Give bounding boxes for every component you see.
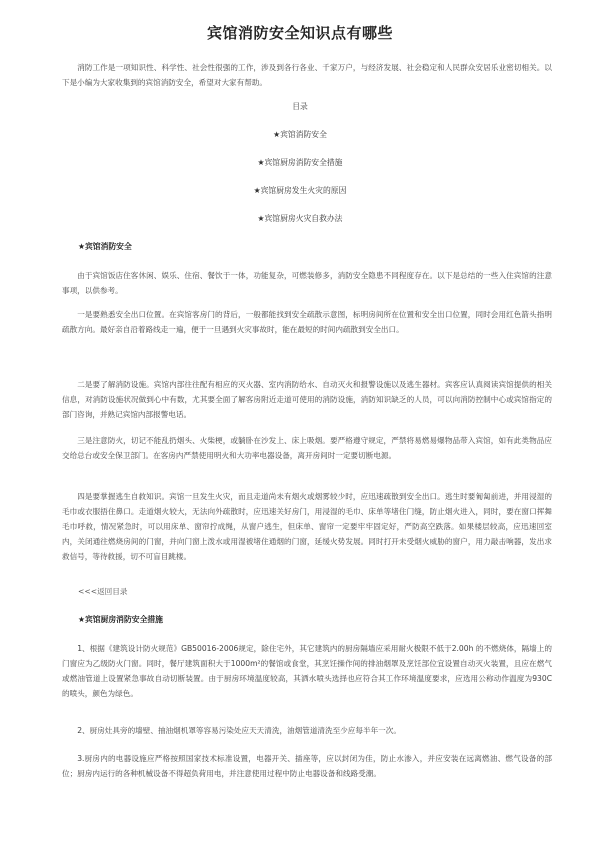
- toc-heading: 目录: [292, 102, 308, 111]
- toc-item-kitchen-self-rescue[interactable]: ★宾馆厨房火灾自救办法: [257, 214, 343, 223]
- paragraph: 3.厨房内的电器设施应严格按照国家技术标准设置，电器开关、插座等，应以封闭为佳，防止水渗入，并应安装在远离燃油、燃气设备的部位；厨房内运行的各种机械设备不得超负荷用电，并注意使用过程中防止电器设备和线路受潮。: [62, 754, 552, 778]
- paragraph: 一是要熟悉安全出口位置。在宾馆客房门的背后，一般都能找到安全疏散示意图，标明房间所在位置和安全出口位置，同时会用红色箭头指明疏散方向。最好亲自沿着路线走一遍，便于一旦遇到火灾事故时，能在最短的时间内疏散到安全出口。: [62, 310, 552, 334]
- back-to-toc-link[interactable]: <<<返回目录: [78, 587, 128, 596]
- paragraph: 二是要了解消防设施。宾馆内部往往配有相应的灭火器、室内消防给水、自动灭火和报警设施以及逃生器材。宾客应认真阅读宾馆提供的相关信息，对消防设施状况做到心中有数，尤其要全面了解客房附近走道可使用的消防设施，消防知识缺乏的人员，可以向消防控制中心或宾馆指定的部门咨询，并熟记宾馆内部报警电话。: [62, 380, 552, 419]
- intro-paragraph: 消防工作是一项知识性、科学性、社会性很强的工作，涉及到各行各业、千家万户，与经济发展、社会稳定和人民群众安居乐业密切相关。以下是小编为大家收集到的宾馆消防安全，希望对大家有帮助。: [62, 63, 552, 87]
- paragraph: 三是注意防火，切记不能乱扔烟头、火柴梗，或躺卧在沙发上、床上吸烟。要严格遵守规定，严禁将易燃易爆物品带入宾馆，如有此类物品应交给总台或安全保卫部门。在客房内严禁使用明火和大功率电器设备，离开房间时一定要切断电源。: [62, 436, 552, 460]
- paragraph: 2、厨房灶具旁的墙壁、抽油烟机罩等容易污染处应天天清洗，油烟管道清洗至少应每半年一次。: [77, 726, 401, 735]
- section-heading-kitchen-measures: ★宾馆厨房消防安全措施: [78, 615, 163, 624]
- paragraph: 由于宾馆饭店住客休闲、娱乐、住宿、餐饮于一体，功能复杂，可燃装修多，消防安全隐患不同程度存在。以下是总结的一些入住宾馆的注意事项，以供参考。: [62, 271, 552, 295]
- paragraph: 四是要掌握逃生自救知识。宾馆一旦发生火灾，而且走道尚未有烟火或烟雾较少时，应迅速疏散到安全出口。逃生时要匍匐前进，并用浸湿的毛巾或衣服捂住鼻口。走道烟火较大，无法向外疏散时，应迅速关好房门，用浸湿的毛巾、床单等堵住门缝，防止烟火进入，同时，要在窗口挥舞毛巾呼救，情况紧急时，可以用床单、窗帘拧成绳，从窗户逃生，但床单、窗帘一定要牢牢固定好，严防高空跌落。如果楼层较高，应迅速回室内，关闭通往燃烧房间的门窗，并向门窗上泼水或用湿被堵住通烟的门窗，延缓火势发展。同时打开未受烟火威胁的窗户，用力敲击响器，发出求救信号，等待救援，切不可盲目跳楼。: [62, 492, 552, 561]
- paragraph: 1、根据《建筑设计防火规范》GB50016-2006规定，除住宅外，其它建筑内的厨房隔墙应采用耐火极限不低于2.00h 的不燃烧体，隔墙上的门窗应为乙级防火门窗。同时，餐厅建筑面积大于1000m²的餐馆或食堂，其烹饪操作间的排油烟罩及烹饪部位宜设置自动灭火装置，且应在燃气或燃油管道上设置紧急事故自动切断装置。由于厨房环境温度较高，其洒水喷头选择也应符合其工作环境温度要求，应选用公称动作温度为930C的喷头，颜色为绿色。: [62, 644, 552, 698]
- toc-item-kitchen-fire-causes[interactable]: ★宾馆厨房发生火灾的原因: [253, 186, 347, 195]
- page-title: 宾馆消防安全知识点有哪些: [206, 24, 393, 42]
- section-heading-fire-safety: ★宾馆消防安全: [78, 242, 132, 251]
- toc-item-fire-safety[interactable]: ★宾馆消防安全: [273, 130, 327, 139]
- toc-item-kitchen-measures[interactable]: ★宾馆厨房消防安全措施: [257, 158, 343, 167]
